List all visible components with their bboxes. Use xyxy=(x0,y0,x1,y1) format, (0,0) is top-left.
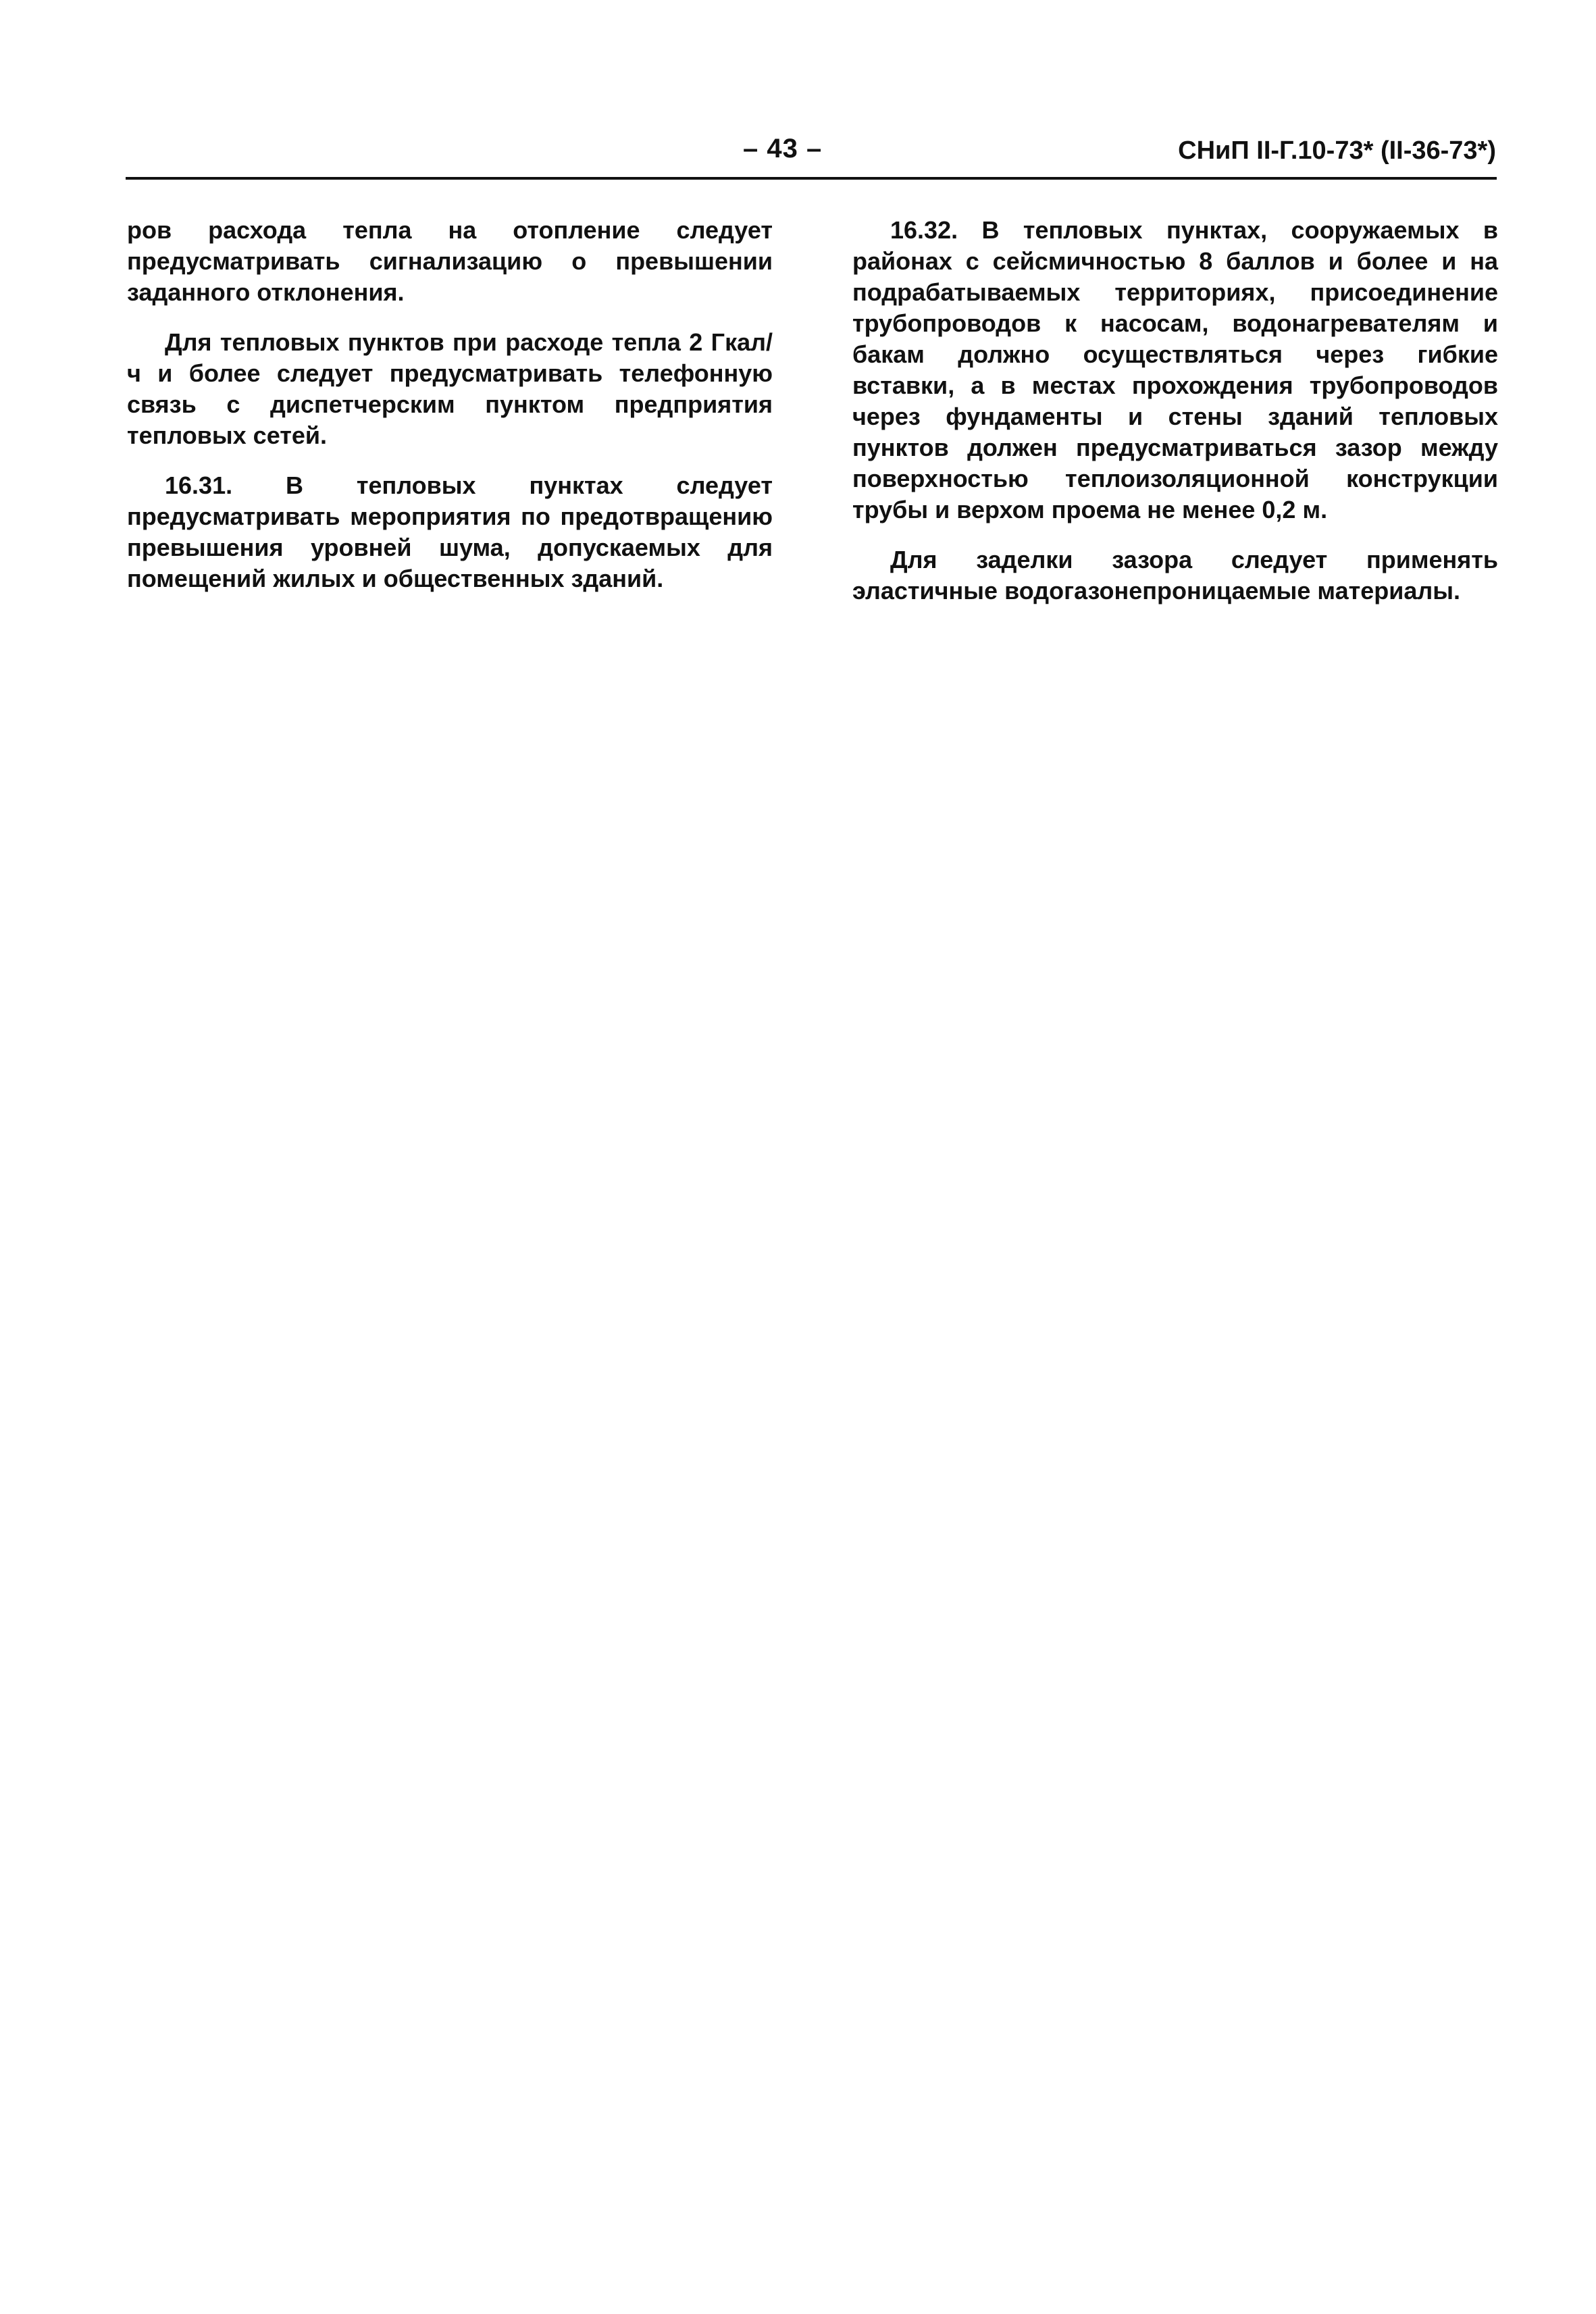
paragraph-telephone: Для тепловых пунктов при расходе тепла 2 Гкал/ч и более следует предусматривать телефонную связь с диспетчерским пунктом предприятия тепловых сетей. xyxy=(127,328,773,449)
clause-number: 16.31. xyxy=(165,471,233,499)
clause-number: 16.32. xyxy=(890,216,958,244)
clause-16-32 xyxy=(852,215,1498,525)
clause-text: В тепловых пунктах, сооружаемых в районах с сейсмичностью 8 баллов и более и на подрабатываемых территориях, присоединение трубопроводов к насосам, водонагревателям и бакам должно осуществляться через гибкие вставки, а в местах прохождения трубопроводов через фундаменты и стены зданий тепловых пунктов должен предусматриваться зазор между поверхностью теплоизоляционной конструкции трубы и верхом проема не менее 0,2 м. xyxy=(852,216,1498,523)
right-column xyxy=(852,215,1498,625)
left-column xyxy=(127,215,773,613)
paragraph-gap-sealing: Для заделки зазора следует применять эластичные водогазонепроницаемые материалы. xyxy=(852,546,1498,605)
document-code: СНиП II-Г.10-73* (II-36-73*) xyxy=(1178,136,1496,165)
clause-text: В тепловых пунктах следует предусматривать мероприятия по предотвращению превышения уровней шума, допускаемых для помещений жилых и общественных зданий. xyxy=(127,471,773,592)
paragraph-continuation: ров расхода тепла на отопление следует предусматривать сигнализацию о превышении заданного отклонения. xyxy=(127,216,773,306)
header-rule xyxy=(126,177,1497,180)
clause-16-31 xyxy=(127,470,773,594)
page-number: – 43 – xyxy=(743,134,823,163)
